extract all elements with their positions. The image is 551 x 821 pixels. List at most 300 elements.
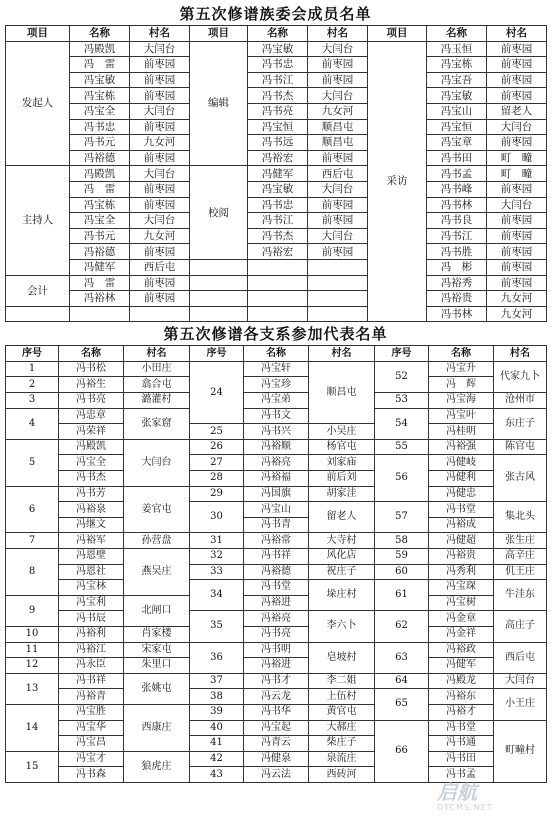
representative-name: 冯国旗 <box>244 486 309 502</box>
empty-role-cell <box>190 275 248 291</box>
representative-row <box>6 517 547 533</box>
representative-name: 冯殿凯 <box>59 439 124 455</box>
representatives-title: 第五次修谱各支系参加代表名单 <box>163 325 388 344</box>
representative-name: 冯书兴 <box>244 424 309 440</box>
representative-name: 冯裕福 <box>244 471 309 487</box>
member-name: 冯书忠 <box>248 57 308 73</box>
committee-row <box>6 72 547 88</box>
serial-number: 42 <box>190 751 244 767</box>
representative-village: 代家九卜 <box>494 361 547 392</box>
representative-name: 冯荣祥 <box>59 424 124 440</box>
document-page <box>5 4 546 783</box>
member-name: 冯书忠 <box>248 197 308 213</box>
representative-name: 冯书文 <box>244 408 309 424</box>
member-village: 大闫台 <box>308 88 368 104</box>
role-cell: 主持人 <box>6 166 70 275</box>
representative-row <box>6 564 547 580</box>
representative-name: 冯裕亮 <box>244 455 309 471</box>
role-cell: 会计 <box>6 275 70 306</box>
representative-village: 风化店 <box>309 549 375 565</box>
representative-name: 冯裕生 <box>59 377 124 393</box>
representative-name: 冯裕利 <box>59 626 124 642</box>
member-name <box>248 259 308 275</box>
member-name: 冯宝全 <box>70 103 130 119</box>
member-name: 冯裕贵 <box>427 291 487 307</box>
serial-number: 1 <box>6 361 59 377</box>
member-name: 冯书峰 <box>427 181 487 197</box>
representative-name: 冯裕强 <box>429 439 494 455</box>
serial-number: 13 <box>6 673 59 704</box>
member-village: 大闫台 <box>130 213 190 229</box>
representative-village: 顺昌屯 <box>309 361 375 423</box>
member-name: 冯宝章 <box>427 135 487 151</box>
representative-name: 冯裕东 <box>429 689 494 705</box>
representative-village: 杨官屯 <box>309 439 375 455</box>
member-name: 冯宝栋 <box>70 88 130 104</box>
representative-name: 冯裕青 <box>59 689 124 705</box>
representative-name: 冯裕进 <box>244 595 309 611</box>
member-village: 前枣园 <box>130 244 190 260</box>
representative-name: 冯宝林 <box>59 580 124 596</box>
representative-name: 冯永臣 <box>59 658 124 674</box>
column-header: 项目 <box>6 26 70 42</box>
representative-village: 留老人 <box>309 502 375 533</box>
serial-number: 28 <box>190 471 244 487</box>
member-name <box>70 306 130 322</box>
representative-name: 冯书才 <box>244 673 309 689</box>
member-village: 町 疃 <box>487 150 547 166</box>
representative-name: 冯书堂 <box>429 720 494 736</box>
serial-number: 57 <box>375 502 429 533</box>
representative-name: 冯健利 <box>429 471 494 487</box>
member-name: 冯书元 <box>70 228 130 244</box>
representative-village: 皂坡村 <box>309 642 375 673</box>
column-header: 村名 <box>308 26 368 42</box>
serial-number: 2 <box>6 377 59 393</box>
committee-row <box>6 306 547 322</box>
member-village: 前枣园 <box>308 150 368 166</box>
representative-name: 冯宝利 <box>59 595 124 611</box>
serial-number: 31 <box>190 533 244 549</box>
member-village: 前枣园 <box>308 57 368 73</box>
serial-number: 59 <box>375 549 429 565</box>
committee-row <box>6 259 547 275</box>
member-name: 冯宝栋 <box>70 197 130 213</box>
representative-village: 大闫台 <box>494 673 547 689</box>
member-name: 冯书杰 <box>248 88 308 104</box>
representative-row <box>6 673 547 689</box>
empty-role-cell <box>190 291 248 307</box>
column-header: 项目 <box>190 26 248 42</box>
member-name: 冯宝敏 <box>248 41 308 57</box>
representative-name: 冯书森 <box>59 767 124 783</box>
serial-number: 14 <box>6 704 59 751</box>
representative-name: 冯书青 <box>244 517 309 533</box>
column-header: 村名 <box>130 26 190 42</box>
representative-name: 冯秀利 <box>429 564 494 580</box>
serial-number: 25 <box>190 424 244 440</box>
representative-row <box>6 720 547 736</box>
serial-number: 9 <box>6 595 59 626</box>
serial-number: 37 <box>190 673 244 689</box>
serial-number: 11 <box>6 642 59 658</box>
representative-name: 冯恩社 <box>59 564 124 580</box>
representative-row <box>6 424 547 440</box>
member-name: 冯殿凯 <box>70 166 130 182</box>
representative-row <box>6 626 547 642</box>
member-village: 前枣园 <box>308 72 368 88</box>
representative-village: 上伍村 <box>309 689 375 705</box>
member-name: 冯 雷 <box>70 275 130 291</box>
member-name: 冯 雷 <box>70 181 130 197</box>
representative-name: 冯书杰 <box>59 471 124 487</box>
member-village <box>308 275 368 291</box>
serial-number: 6 <box>6 486 59 533</box>
member-village: 前枣园 <box>487 57 547 73</box>
representative-name: 冯健军 <box>429 658 494 674</box>
member-name: 冯书孟 <box>427 166 487 182</box>
committee-row <box>6 135 547 151</box>
representative-row <box>6 502 547 518</box>
member-village: 前枣园 <box>130 181 190 197</box>
representative-village: 陈官屯 <box>494 439 547 455</box>
serial-number: 60 <box>375 564 429 580</box>
member-village: 大闫台 <box>308 181 368 197</box>
representative-name: 冯宝昌 <box>59 736 124 752</box>
role-cell: 编辑 <box>190 41 248 166</box>
serial-number: 26 <box>190 439 244 455</box>
representative-village: 张姚屯 <box>124 673 190 704</box>
representative-row <box>6 751 547 767</box>
member-name: 冯宝山 <box>427 103 487 119</box>
representative-village: 李六卜 <box>309 611 375 642</box>
member-village: 前枣园 <box>308 197 368 213</box>
member-village: 大闫台 <box>308 41 368 57</box>
representative-name: 冯宝山 <box>244 502 309 518</box>
representative-name: 冯青云 <box>244 736 309 752</box>
member-village: 九女河 <box>130 228 190 244</box>
member-name: 冯宝敏 <box>70 72 130 88</box>
representative-village: 东庄子 <box>494 408 547 439</box>
representative-name: 冯宝才 <box>59 751 124 767</box>
committee-row <box>6 150 547 166</box>
representative-name: 冯书明 <box>244 642 309 658</box>
member-village: 九女河 <box>487 306 547 322</box>
committee-row <box>6 228 547 244</box>
member-name <box>248 306 308 322</box>
representative-village: 刘家庙 <box>309 455 375 471</box>
member-village: 前枣园 <box>487 181 547 197</box>
serial-number: 62 <box>375 611 429 642</box>
serial-number: 38 <box>190 689 244 705</box>
serial-number: 29 <box>190 486 244 502</box>
serial-number: 30 <box>190 502 244 533</box>
representative-name: 冯宝华 <box>59 720 124 736</box>
representative-village: 大郝庄 <box>309 720 375 736</box>
member-name: 冯 雷 <box>70 57 130 73</box>
representative-row <box>6 611 547 627</box>
representative-name: 冯金章 <box>429 611 494 627</box>
serial-number: 24 <box>190 361 244 423</box>
watermark-url: DTCMS.NET <box>437 803 493 812</box>
member-village: 大闫台 <box>308 228 368 244</box>
member-name: 冯宝栋 <box>427 57 487 73</box>
member-name <box>248 275 308 291</box>
representative-village: 西康庄 <box>124 704 190 751</box>
representative-village: 翕合屯 <box>124 377 190 393</box>
representative-village: 高辛庄 <box>494 549 547 565</box>
representative-name: 冯宝全 <box>59 455 124 471</box>
member-name: 冯宝恒 <box>248 119 308 135</box>
representative-row <box>6 658 547 674</box>
serial-number: 5 <box>6 439 59 486</box>
member-village: 大闫台 <box>130 166 190 182</box>
member-village: 九女河 <box>308 103 368 119</box>
committee-title: 第五次修谱族委会成员名单 <box>179 5 372 23</box>
representative-name: 冯书祥 <box>59 673 124 689</box>
member-name: 冯书江 <box>248 213 308 229</box>
member-village: 顺昌屯 <box>308 135 368 151</box>
role-cell: 校阅 <box>190 166 248 260</box>
representative-village: 张家窟 <box>124 408 190 439</box>
representative-village: 前后刘 <box>309 471 375 487</box>
committee-table <box>5 25 547 322</box>
committee-row <box>6 275 547 291</box>
serial-number: 7 <box>6 533 59 549</box>
member-name: 冯 彬 <box>427 259 487 275</box>
representative-name: 冯忠章 <box>59 408 124 424</box>
member-village: 前枣园 <box>487 88 547 104</box>
representative-name: 冯书孟 <box>429 767 494 783</box>
representative-row <box>6 549 547 565</box>
member-village: 町 疃 <box>487 166 547 182</box>
member-name <box>248 291 308 307</box>
member-village: 前枣园 <box>130 72 190 88</box>
member-village <box>308 291 368 307</box>
serial-number: 52 <box>375 361 429 392</box>
member-name: 冯书良 <box>427 213 487 229</box>
serial-number: 3 <box>6 393 59 409</box>
member-name: 冯书远 <box>248 135 308 151</box>
representative-name: 冯宝起 <box>244 720 309 736</box>
site-watermark <box>437 781 545 817</box>
member-village: 前枣园 <box>130 88 190 104</box>
column-header: 村名 <box>494 346 547 362</box>
header-row <box>6 26 547 42</box>
representative-village: 小吴庄 <box>309 424 375 440</box>
member-village: 前枣园 <box>130 57 190 73</box>
representative-row <box>6 736 547 752</box>
member-name: 冯书江 <box>248 72 308 88</box>
representatives-table <box>5 345 547 783</box>
representative-name: 冯书亮 <box>244 626 309 642</box>
member-name: 冯宝敏 <box>248 181 308 197</box>
representative-name: 冯宝轩 <box>244 361 309 377</box>
member-village: 前枣园 <box>487 72 547 88</box>
representative-village: 大寺村 <box>309 533 375 549</box>
member-village: 前枣园 <box>487 244 547 260</box>
representative-village: 高庄子 <box>494 611 547 642</box>
representative-row <box>6 471 547 487</box>
representative-village: 沧州市 <box>494 393 547 409</box>
column-header: 序号 <box>375 346 429 362</box>
representative-row <box>6 455 547 471</box>
representative-village: 大闫台 <box>124 439 190 486</box>
representative-row <box>6 393 547 409</box>
column-header: 名称 <box>244 346 309 362</box>
serial-number: 12 <box>6 658 59 674</box>
serial-number: 43 <box>190 767 244 783</box>
representative-village: 仉王庄 <box>494 564 547 580</box>
serial-number: 55 <box>375 439 429 455</box>
representative-name: 冯裕德 <box>244 564 309 580</box>
column-header: 序号 <box>6 346 59 362</box>
representative-name: 冯裕军 <box>59 533 124 549</box>
member-name: 冯书元 <box>70 135 130 151</box>
member-village: 前枣园 <box>487 135 547 151</box>
representative-name: 冯 辉 <box>429 377 494 393</box>
serial-number: 8 <box>6 549 59 596</box>
serial-number: 36 <box>190 642 244 673</box>
representative-village: 牛洼东 <box>494 580 547 611</box>
representative-name: 冯裕贵 <box>429 549 494 565</box>
member-name: 冯书林 <box>427 306 487 322</box>
member-name: 冯宝吾 <box>427 72 487 88</box>
member-village: 前枣园 <box>487 228 547 244</box>
representative-name: 冯裕泉 <box>59 502 124 518</box>
representative-village: 泉流庄 <box>309 751 375 767</box>
committee-row <box>6 213 547 229</box>
representative-village: 李二姐 <box>309 673 375 689</box>
header-row <box>6 346 547 362</box>
representative-village: 姜官屯 <box>124 486 190 533</box>
column-header: 村名 <box>124 346 190 362</box>
committee-row <box>6 88 547 104</box>
serial-number: 53 <box>375 393 429 409</box>
committee-row <box>6 57 547 73</box>
member-name: 冯裕宏 <box>248 150 308 166</box>
representative-name: 冯书芳 <box>59 486 124 502</box>
representative-name: 冯书华 <box>244 704 309 720</box>
empty-role-cell <box>190 259 248 275</box>
representative-name: 冯宝胜 <box>59 704 124 720</box>
member-name: 冯裕林 <box>70 291 130 307</box>
representative-name: 冯宝弟 <box>244 393 309 409</box>
member-village: 西后屯 <box>130 259 190 275</box>
member-name: 冯健军 <box>70 259 130 275</box>
representative-name: 冯金祥 <box>429 626 494 642</box>
representative-name: 冯书辰 <box>59 611 124 627</box>
representative-name: 冯健超 <box>429 533 494 549</box>
member-village: 九女河 <box>487 291 547 307</box>
representative-village: 张古风 <box>494 455 547 502</box>
representative-village: 小田庄 <box>124 361 190 377</box>
representative-name: 冯书亮 <box>59 393 124 409</box>
serial-number: 33 <box>190 564 244 580</box>
member-name: 冯裕德 <box>70 244 130 260</box>
member-village: 前枣园 <box>487 259 547 275</box>
representative-name: 冯裕成 <box>429 517 494 533</box>
representative-name: 冯书松 <box>59 361 124 377</box>
member-name: 冯书林 <box>427 197 487 213</box>
member-name: 冯健军 <box>248 166 308 182</box>
representative-name: 冯殿龙 <box>429 673 494 689</box>
column-header: 项目 <box>368 26 427 42</box>
representative-village: 朱里口 <box>124 658 190 674</box>
member-village: 前枣园 <box>487 213 547 229</box>
representative-name: 冯裕才 <box>429 704 494 720</box>
representative-name: 冯书田 <box>429 751 494 767</box>
member-village: 九女河 <box>130 135 190 151</box>
member-village: 前枣园 <box>308 244 368 260</box>
member-village: 顺昌屯 <box>308 119 368 135</box>
member-name: 冯宝全 <box>70 213 130 229</box>
serial-number: 40 <box>190 720 244 736</box>
member-village <box>308 306 368 322</box>
member-name: 冯玉恒 <box>427 41 487 57</box>
representative-row <box>6 595 547 611</box>
representative-row <box>6 533 547 549</box>
representative-name: 冯恩壁 <box>59 549 124 565</box>
role-cell: 发起人 <box>6 41 70 166</box>
committee-row <box>6 41 547 57</box>
member-name: 冯裕秀 <box>427 275 487 291</box>
member-name: 冯宝敏 <box>427 88 487 104</box>
member-village: 留老人 <box>487 103 547 119</box>
representative-name: 冯裕常 <box>244 533 309 549</box>
representative-row <box>6 580 547 596</box>
representative-row <box>6 377 547 393</box>
representative-row <box>6 361 547 377</box>
representative-name: 冯裕政 <box>429 642 494 658</box>
committee-row <box>6 197 547 213</box>
representative-village: 孙营盘 <box>124 533 190 549</box>
representative-village: 祝庄子 <box>309 564 375 580</box>
representative-name: 冯裕江 <box>59 642 124 658</box>
member-village: 大闫台 <box>487 197 547 213</box>
representative-village: 小王庄 <box>494 689 547 720</box>
column-header: 名称 <box>59 346 124 362</box>
column-header: 名称 <box>427 26 487 42</box>
serial-number: 54 <box>375 408 429 439</box>
representative-row <box>6 642 547 658</box>
serial-number: 10 <box>6 626 59 642</box>
representative-name: 冯健泉 <box>244 751 309 767</box>
member-village: 前枣园 <box>130 275 190 291</box>
representative-village: 胡家洼 <box>309 486 375 502</box>
column-header: 村名 <box>487 26 547 42</box>
member-name: 冯书忠 <box>70 119 130 135</box>
column-header: 名称 <box>70 26 130 42</box>
representative-village: 西后屯 <box>494 642 547 673</box>
member-village: 前枣园 <box>487 275 547 291</box>
representative-village: 北闸口 <box>124 595 190 626</box>
representative-row <box>6 689 547 705</box>
representative-name: 冯云龙 <box>244 689 309 705</box>
serial-number: 32 <box>190 549 244 565</box>
member-village: 大闫台 <box>130 103 190 119</box>
representative-row <box>6 439 547 455</box>
representative-village: 潞灌村 <box>124 393 190 409</box>
representative-name: 冯继文 <box>59 517 124 533</box>
serial-number: 4 <box>6 408 59 439</box>
representative-name: 冯健岐 <box>429 455 494 471</box>
representative-village: 黄官屯 <box>309 704 375 720</box>
member-village <box>308 259 368 275</box>
column-header: 序号 <box>190 346 244 362</box>
watermark-logo: 启航 <box>437 780 477 804</box>
member-village: 大闫台 <box>487 119 547 135</box>
